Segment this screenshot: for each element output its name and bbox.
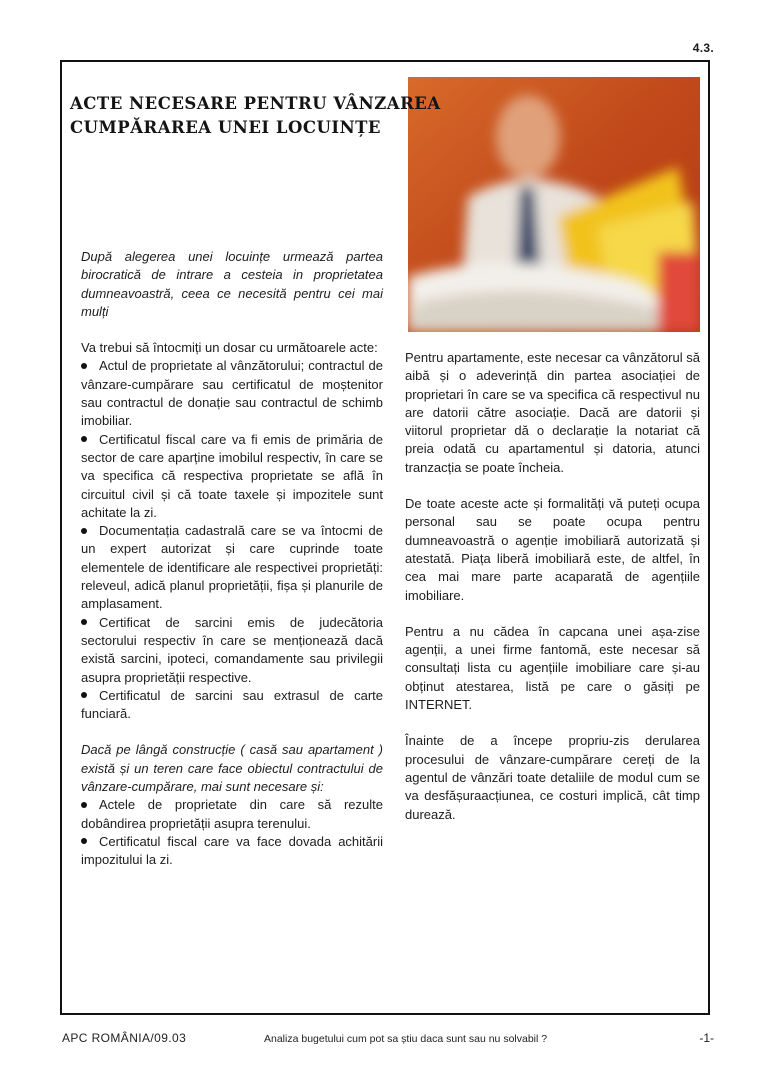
list-item: Certificatul fiscal care va face dovada achitării impozitului la zi. bbox=[81, 833, 383, 868]
list-item: Certificatul de sarcini sau extrasul de carte funciară. bbox=[81, 687, 383, 722]
section-number: 4.3. bbox=[692, 41, 714, 55]
process-paragraph: Înainte de a începe propriu-zis derularea procesului de vânzare-cumpărare cereți de la agentul de vânzări toate detaliile de modul cum se va desfășuraacțiunea, ce costuri implică, cât timp durează. bbox=[405, 733, 700, 822]
footer-document-title: Analiza bugetului cum pot sa știu daca sunt sau nu solvabil ? bbox=[264, 1033, 548, 1045]
list-item: Certificat de sarcini emis de judecătoria sectorului respectiv în care se menționează dacă există sarcini, ipoteci, comandamente sau privilegii asupra proprietății respective. bbox=[81, 614, 383, 685]
intro-paragraph: După alegerea unei locuințe urmează partea birocratică de intrare a cesteia in proprietatea dumneavoastră, ceea ce necesită pentru cei mai mulți bbox=[81, 249, 383, 319]
header-photo bbox=[408, 77, 700, 332]
land-intro: Dacă pe lângă construcție ( casă sau apartament ) există și un teren care face obiectul contractului de vânzare-cumpărare, mai sunt necesare și: bbox=[81, 742, 383, 795]
page-number: -1- bbox=[699, 1031, 714, 1045]
bullet-icon bbox=[81, 528, 87, 534]
list-item: Documentația cadastrală care se va întocmi de un expert autorizat și care cuprinde toate elementele de identificare ale respectivei proprietăți: releveul, adică planul proprietății, fișa și planurile de amplasament. bbox=[81, 523, 383, 612]
list-item: Certificatul fiscal care va fi emis de primăria de sector de care aparține imobilul respectiv, în care se va specifica că respectiva proprietate se află în circuitul civil și că toate taxele și impozitele sunt achitate la zi. bbox=[81, 431, 383, 520]
right-column bbox=[405, 349, 700, 842]
bullet-icon bbox=[81, 619, 87, 625]
bullet-icon bbox=[81, 838, 87, 844]
list-item: Actul de proprietate al vânzătorului; contractul de vânzare-cumpărare sau certificatul de moștenitor sau contractul de donație sau contractul de schimb imobiliar. bbox=[81, 358, 383, 429]
footer-publisher: APC ROMÂNIA/09.03 bbox=[62, 1031, 187, 1045]
bullet-icon bbox=[81, 802, 87, 808]
bullet-icon bbox=[81, 363, 87, 369]
land-documents-list bbox=[81, 796, 383, 869]
title-line-1: ACTE NECESARE PENTRU VÂNZAREA bbox=[70, 94, 441, 113]
required-documents-list bbox=[81, 357, 383, 723]
left-column bbox=[81, 248, 383, 870]
apartment-paragraph: Pentru apartamente, este necesar ca vânzătorul să aibă și o adeverință din partea asociației de proprietari în care se va specifica că respectivul nu are datorii către asociație. Dacă are datorii și viitorul proprietar dă o declarație la notariat că preia odată cu apartamentul și datoria, atunci tranzacția se poate încheia. bbox=[405, 350, 700, 475]
list-item: Actele de proprietate din care să rezulte dobândirea proprietății asupra terenului. bbox=[81, 797, 383, 831]
page-title bbox=[70, 92, 441, 140]
phantom-agency-paragraph: Pentru a nu cădea în capcana unei așa-zise agenții, a unei firme fantomă, este necesar să consultați lista cu agențiile imobiliare care și-au obținut atestarea, listă pe care o găsiți pe INTERNET. bbox=[405, 623, 700, 713]
bullet-icon bbox=[81, 692, 87, 698]
bullet-icon bbox=[81, 436, 87, 442]
list-intro: Va trebui să întocmiți un dosar cu următoarele acte: bbox=[81, 340, 378, 356]
agency-paragraph: De toate aceste acte și formalități vă puteți ocupa personal sau se poate ocupa pentru dumneavoastră o agenție imobiliară autorizată și atestată. Piața liberă imobiliară este, de altfel, în cea mai mare parte acaparată de agențiile imobiliare. bbox=[405, 496, 700, 603]
title-line-2: CUMPĂRAREA UNEI LOCUINȚE bbox=[70, 118, 382, 137]
